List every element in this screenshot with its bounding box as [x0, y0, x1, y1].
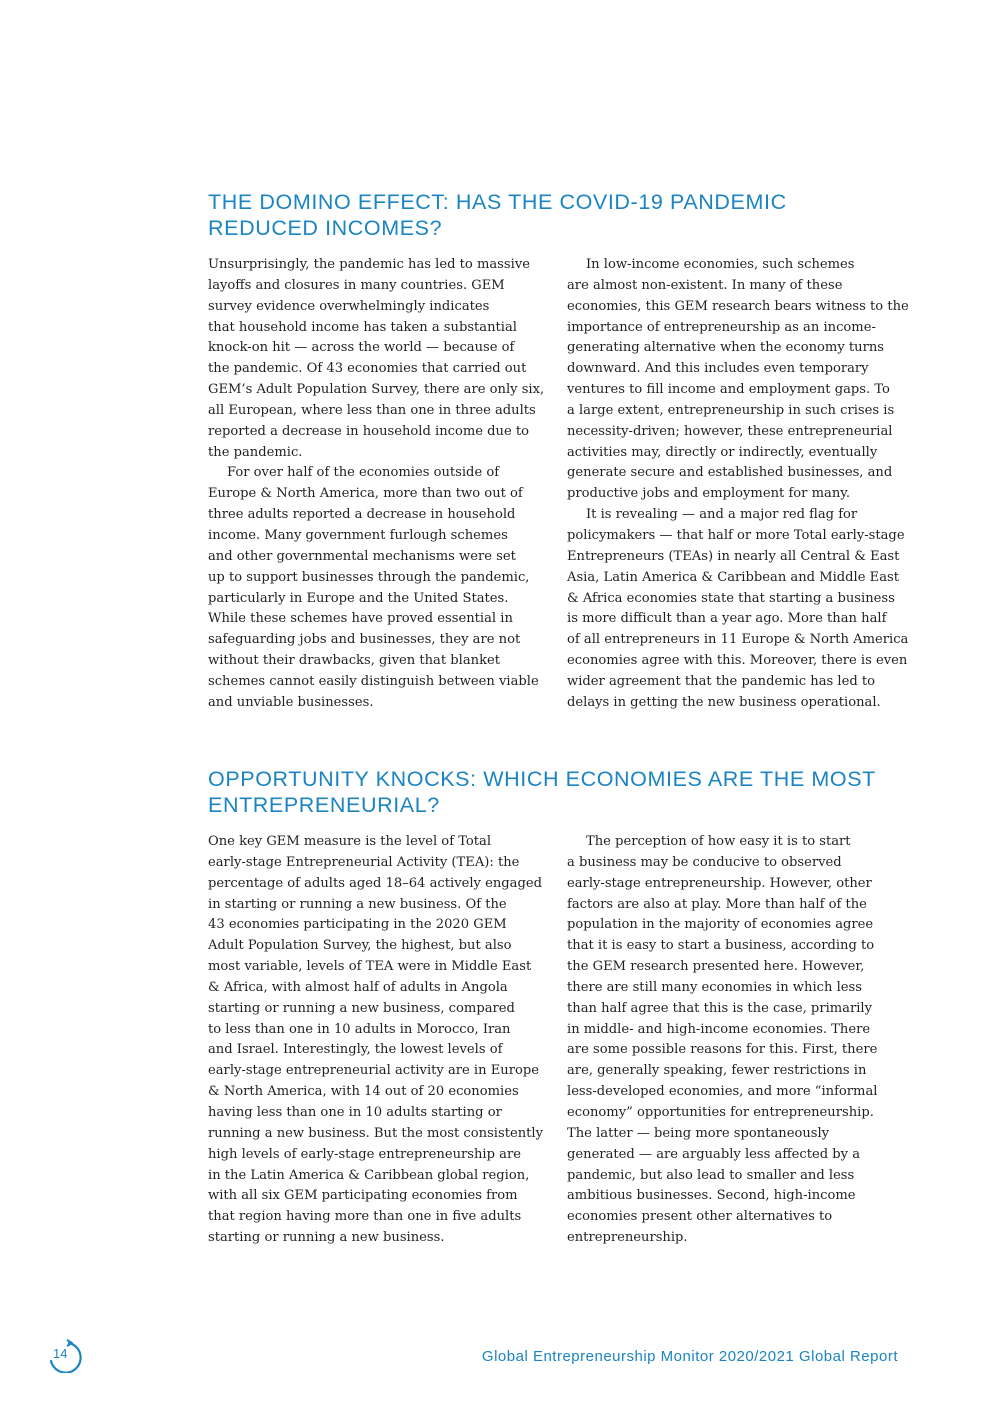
text-line: without their drawbacks, given that blanket [208, 653, 501, 669]
report-title: Global Entrepreneurship Monitor 2020/2021 Global Report [481, 1348, 898, 1365]
text-line: necessity-driven; however, these entrepreneurial [567, 423, 893, 439]
text-line: there are still many economies in which less [567, 979, 862, 995]
text-line: generated — are arguably less affected by a [567, 1146, 861, 1162]
text-line: reported a decrease in household income due to [208, 423, 530, 439]
text-line: are, generally speaking, fewer restrictions in [567, 1063, 867, 1079]
text-line: early-stage entrepreneurial activity are in Europe [208, 1063, 539, 1079]
text-line: entrepreneurship. [567, 1230, 688, 1246]
text-line: to less than one in 10 adults in Morocco, Iran [208, 1021, 511, 1037]
text-line: factors are also at play. More than half of the [567, 896, 867, 912]
text-line: in middle- and high-income economies. There [567, 1021, 871, 1037]
page-number-badge [45, 1337, 83, 1373]
text-line: and other governmental mechanisms were set [208, 548, 516, 564]
text-line: wider agreement that the pandemic has led to [567, 673, 876, 689]
text-line: ambitious businesses. Second, high-income [567, 1188, 856, 1204]
text-line: economies agree with this. Moreover, there is even [567, 653, 908, 669]
section-opportunity-knocks [208, 766, 898, 1246]
heading-line-1: OPPORTUNITY KNOCKS: WHICH ECONOMIES ARE THE MOST [208, 767, 876, 791]
text-line: up to support businesses through the pandemic, [208, 569, 530, 585]
text-line: early-stage entrepreneurship. However, other [567, 875, 872, 891]
paragraph [208, 832, 544, 1249]
heading-line-1: THE DOMINO EFFECT: HAS THE COVID-19 PANDEMIC [208, 190, 787, 214]
right-column [567, 255, 909, 714]
page-number: 14 [53, 1346, 68, 1361]
text-line: Unsurprisingly, the pandemic has led to massive [208, 257, 530, 272]
text-line: generating alternative when the economy turns [567, 340, 885, 356]
text-line: a business may be conducive to observed [567, 854, 842, 870]
text-line: The perception of how easy it is to start [586, 834, 851, 849]
text-line: early-stage Entrepreneurial Activity (TEA): the [208, 854, 520, 870]
text-line: that region having more than one in five adults [208, 1209, 522, 1225]
text-line: in the Latin America & Caribbean global region, [208, 1167, 530, 1183]
text-line: delays in getting the new business operational. [567, 694, 881, 710]
paragraph [208, 484, 544, 713]
left-column [208, 255, 544, 714]
text-line: Adult Population Survey, the highest, but also [208, 938, 512, 954]
paragraph [567, 832, 903, 853]
text-line: schemes cannot easily distinguish between viable [208, 673, 539, 689]
text-line: importance of entrepreneurship as an income- [567, 319, 876, 335]
text-line: population in the majority of economies agree [567, 917, 874, 933]
text-line: activities may, directly or indirectly, eventually [567, 444, 878, 460]
text-line: & North America, with 14 out of 20 economies [208, 1084, 519, 1100]
text-line: downward. And this includes even temporary [567, 361, 869, 377]
text-line: that it is easy to start a business, according to [567, 938, 875, 954]
text-line: & Africa economies state that starting a business [567, 590, 895, 606]
text-line: and Israel. Interestingly, the lowest levels of [208, 1042, 503, 1058]
paragraph [567, 526, 909, 714]
text-line: It is revealing — and a major red flag for [586, 507, 858, 523]
paragraph [567, 505, 903, 526]
section-heading [208, 766, 898, 818]
text-line: with all six GEM participating economies from [208, 1188, 518, 1204]
text-line: One key GEM measure is the level of Total [208, 834, 492, 849]
right-column [567, 832, 903, 1249]
text-line: In low-income economies, such schemes [586, 257, 855, 272]
heading-line-2: ENTREPRENEURIAL? [208, 793, 440, 817]
text-line: three adults reported a decrease in household [208, 507, 516, 523]
text-line: policymakers — that half or more Total early-stage [567, 527, 905, 543]
text-line: are some possible reasons for this. First, there [567, 1042, 878, 1058]
text-line: are almost non-existent. In many of these [567, 277, 843, 293]
text-line: economy” opportunities for entrepreneurship. [567, 1104, 874, 1120]
text-line: 43 economies participating in the 2020 GEM [208, 917, 507, 933]
text-line: Entrepreneurs (TEAs) in nearly all Central & East [567, 548, 900, 564]
text-line: particularly in Europe and the United States. [208, 590, 509, 606]
text-line: Asia, Latin America & Caribbean and Middle East [567, 569, 899, 585]
text-line: and unviable businesses. [208, 694, 374, 710]
text-line: the pandemic. [208, 444, 303, 460]
paragraph [567, 276, 909, 505]
text-line: most variable, levels of TEA were in Middle East [208, 959, 532, 975]
text-line: pandemic, but also lead to smaller and less [567, 1167, 855, 1183]
paragraph [567, 853, 903, 1249]
text-line: is more difficult than a year ago. More than half [567, 611, 887, 627]
text-line: & Africa, with almost half of adults in Angola [208, 979, 508, 995]
paragraph [208, 463, 544, 484]
text-line: productive jobs and employment for many. [567, 486, 851, 502]
text-line: starting or running a new business, compared [208, 1000, 515, 1016]
text-line: For over half of the economies outside of [227, 465, 500, 481]
text-line: the GEM research presented here. However, [567, 959, 865, 975]
text-line: layoffs and closures in many countries. GEM [208, 277, 505, 293]
text-line: high levels of early-stage entrepreneurship are [208, 1146, 521, 1162]
text-line: survey evidence overwhelmingly indicates [208, 298, 490, 314]
text-line: having less than one in 10 adults starting or [208, 1104, 502, 1120]
paragraph [208, 255, 544, 463]
section-domino-effect [208, 189, 909, 710]
text-line: While these schemes have proved essential in [208, 611, 513, 627]
heading-line-2: REDUCED INCOMES? [208, 216, 443, 240]
text-line: economies present other alternatives to [567, 1209, 833, 1225]
text-line: The latter — being more spontaneously [567, 1125, 830, 1141]
text-line: less-developed economies, and more “informal [567, 1084, 878, 1100]
text-line: GEM’s Adult Population Survey, there are only six, [208, 382, 545, 398]
text-line: generate secure and established businesses, and [567, 465, 893, 481]
text-line: than half agree that this is the case, primarily [567, 1000, 873, 1016]
text-line: of all entrepreneurs in 11 Europe & North America [567, 632, 909, 648]
text-line: the pandemic. Of 43 economies that carried out [208, 361, 527, 377]
text-line: economies, this GEM research bears witness to the [567, 298, 909, 314]
text-line: knock-on hit — across the world — because of [208, 340, 515, 356]
text-line: running a new business. But the most consistently [208, 1125, 544, 1141]
paragraph [567, 255, 903, 276]
left-column [208, 832, 544, 1249]
text-line: that household income has taken a substantial [208, 319, 517, 335]
text-line: percentage of adults aged 18–64 actively engaged [208, 875, 542, 891]
text-line: in starting or running a new business. Of the [208, 896, 507, 912]
text-line: safeguarding jobs and businesses, they are not [208, 632, 521, 648]
text-line: income. Many government furlough schemes [208, 527, 508, 543]
text-line: all European, where less than one in three adults [208, 402, 536, 418]
text-line: Europe & North America, more than two out of [208, 486, 523, 502]
section-heading [208, 189, 898, 241]
text-line: starting or running a new business. [208, 1230, 445, 1246]
text-line: a large extent, entrepreneurship in such crises is [567, 402, 895, 418]
text-line: ventures to fill income and employment gaps. To [567, 382, 890, 398]
